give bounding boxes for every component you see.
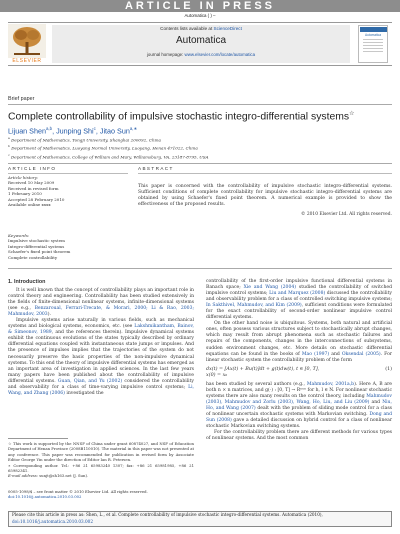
equation-number: (1) xyxy=(385,366,392,372)
title-footnote-mark: ☆ xyxy=(349,111,355,117)
cover-word: Automatica xyxy=(365,33,381,37)
homepage-prefix: journal homepage: xyxy=(146,52,185,57)
history-line: Received in revised form xyxy=(8,185,59,191)
author-affil-mark: c xyxy=(93,126,96,131)
body-column-left xyxy=(8,288,194,397)
citation-text xyxy=(12,512,388,525)
citation-link[interactable]: Li, Wang, and Zhang (2006) xyxy=(8,384,194,396)
contents-line xyxy=(52,25,350,32)
publisher-logo-text: ELSEVIER xyxy=(12,58,42,64)
text-run: , sufficient conditions were formulated for the exact controllability of second-order nonlinear impulsive control differential systems. xyxy=(206,303,392,321)
divider xyxy=(138,173,392,174)
affiliation-mark: b xyxy=(8,144,10,149)
paper-title xyxy=(8,108,392,123)
email-label: E-mail address: xyxy=(8,473,38,479)
cover-line xyxy=(363,51,383,52)
keyword: Integro-differential systems xyxy=(8,243,65,249)
text-run: and xyxy=(329,351,342,357)
article-info-heading: ARTICLE INFO xyxy=(8,166,57,171)
paragraph xyxy=(206,321,392,363)
history-line: Received 10 May 2009 xyxy=(8,180,55,186)
citation-link[interactable]: Xie and Wang (2004) xyxy=(243,285,297,291)
keyword: Complete controllability xyxy=(8,254,58,260)
cover-line xyxy=(363,42,383,43)
keywords xyxy=(8,233,128,260)
paper-title-text: Complete controllability of impulsive stochastic integro-differential systems xyxy=(8,111,350,123)
article-history xyxy=(8,175,128,207)
divider xyxy=(8,104,392,105)
affiliation-mark: c xyxy=(8,152,10,157)
footnotes xyxy=(8,441,194,479)
paragraph xyxy=(8,318,194,397)
citation-link[interactable]: Oksendal (2005) xyxy=(341,351,381,357)
equation-body xyxy=(206,367,319,379)
affiliation xyxy=(8,135,392,143)
text-run: . For linear stochastic system the controllability problem of the form xyxy=(206,351,392,363)
issn-line: 0005-1098/$ – see front matter © 2010 Elsevier Ltd. All rights reserved. xyxy=(8,489,148,494)
text-run: considered the controllability and observability for a class of time-varying impulsive control systems; xyxy=(8,378,194,390)
affiliation xyxy=(8,152,392,160)
text-run: It is well known that the concept of controllability plays an important role in control theory and engineering. Controllability has been studied extensively in the fields of finite-dimensional nonlinear systems, infinite-dimensional systems (see e.g., xyxy=(8,288,194,312)
text-run: ). Here A, B are both n × n matrices, and g(·) : [0, T] → Rⁿˣⁿ for h, l ∈ N. For nonlinear stochastic systems there are also many results on the control theory, including xyxy=(206,381,392,399)
history-line: 1 February 2010 xyxy=(8,191,42,197)
journal-cover-thumbnail xyxy=(358,25,388,63)
copyright: © 2010 Elsevier Ltd. All rights reserved. xyxy=(301,212,392,217)
abstract-text: This paper is concerned with the controllability of impulsive stochastic integro-differential systems. Sufficient conditions of complete controllability for impulsive stochastic integro-differential systems are obtained by using Schaefer's fixed point theorem. A numerical example is provided to show the effectiveness of the proposed results. xyxy=(138,184,392,207)
text-run: and xyxy=(369,399,383,405)
citation-doi-link[interactable]: doi:10.1016/j.automatica.2010.03.002 xyxy=(12,518,94,524)
divider xyxy=(8,173,128,174)
cover-band xyxy=(360,27,387,32)
equation xyxy=(206,367,392,379)
affiliation xyxy=(8,143,392,151)
keyword: Schaefer's fixed point theorem xyxy=(8,249,71,255)
article-identifiers xyxy=(8,489,194,500)
section-heading: 1. Introduction xyxy=(8,279,46,285)
affiliation-text: Department of Mathematics, Luoyang Normal University, Luoyang, Henan 471022, China xyxy=(11,145,198,151)
cover-line xyxy=(363,45,383,46)
journal-reference: Automatica ( ) – xyxy=(184,13,216,18)
author-name[interactable]: Jitao Sun xyxy=(99,126,130,136)
affiliation-text: Department of Mathematics, Tongji University, Shanghai 200092, China xyxy=(11,137,161,143)
footnote-rule xyxy=(8,438,68,439)
article-in-press-text: ARTICLE IN PRESS xyxy=(124,0,276,12)
text-run: investigated the xyxy=(64,390,104,396)
divider xyxy=(8,268,392,269)
citation-link[interactable]: Liu and Marquez (2008) xyxy=(269,291,326,297)
affiliation-mark: a xyxy=(8,136,10,140)
text-run: studied the controllability of switched impulsive control systems; xyxy=(206,285,392,297)
citation-link[interactable]: Mao (1997) xyxy=(301,351,330,357)
citation-prefix: Please cite this article in press as: Shen, L., et al. Complete controllability of impulsive stochastic integro-differential systems. Automatica (2010), xyxy=(12,512,323,517)
article-type: Brief paper xyxy=(8,96,35,102)
text-run: has been studied by several authors (e.g., xyxy=(206,381,307,387)
journal-title: Automatica xyxy=(175,35,227,46)
citation-link[interactable]: In Sakthivel, Mahmudov, and Kim (2009) xyxy=(206,303,302,309)
email-address[interactable]: sunjt@sh163.net (J. Sun). xyxy=(39,473,89,479)
paragraph xyxy=(206,279,392,321)
history-line: Accepted 28 February 2010 xyxy=(8,196,65,202)
citation-link[interactable]: Mahmudov (2003), Mahmudov and Zorlu (2003), Wang, Ho, Liu, and Liu (2009) xyxy=(206,393,392,405)
text-run: ). xyxy=(47,312,51,318)
text-run: On the other hand noise is ubiquitous. Systems, both natural and artificial ones, often possess various structures subject to stochastically abrupt changes, which may result from abrupt phenomena such as stochastic failures and repairs of the components, changes in the interconnections of subsystems, sudden environment changes, etc. More details on stochastic differential equations can be found in the books of xyxy=(206,321,392,357)
text-run: , and the references therein). Impulsive dynamical systems exhibit the continuous evolutions of the states typically described by ordinary differential equations coupled with instantaneous state jumps or impulses. And the presence of impulses implies that the trajectories of the system do not necessarily preserve the basic properties of the non-impulsive dynamical systems. To this end the theory of impulsive differential systems has emerged as an important area of investigation in applied sciences. In the last few years many papers have been published about the controllability of impulsive differential systems. xyxy=(8,330,195,384)
text-run: Impulsive systems arise naturally in various fields, such as mechanical systems and biological systems, economics, etc. (see xyxy=(8,318,194,330)
abstract-heading: ABSTRACT xyxy=(138,166,174,171)
cover-line xyxy=(363,48,383,49)
paragraph xyxy=(206,430,392,442)
affiliation-text: Department of Mathematics, College of William and Mary, Williamsburg, VA, 23187-8795, USA xyxy=(11,154,209,160)
author-affil-mark: a,b xyxy=(45,126,53,131)
citation-link[interactable]: Guan, Qian, and Yu (2002) xyxy=(57,378,123,384)
text-run: For the controllability problem there are different methods for various types of nonlinear systems. And the most common xyxy=(206,430,392,442)
paragraph xyxy=(8,288,194,318)
author-list: Lijuan Shen$^{a,b}$, Junping Shi$^c$, Jitao Sun$^{a,∗}$ xyxy=(8,126,138,136)
doi-link[interactable]: doi:10.1016/j.automatica.2010.03.002 xyxy=(8,494,82,500)
email-line xyxy=(8,473,194,478)
author-name[interactable]: Junping Shi xyxy=(56,126,94,136)
citation-link[interactable]: Dong and Sun (2008) xyxy=(206,411,393,424)
text-run: controllability of the first-order impulsive functional differential systems in Banach space; xyxy=(206,279,392,291)
homepage-link[interactable]: www.elsevier.com/locate/automatica xyxy=(184,52,256,57)
keywords-label: Keywords: xyxy=(8,233,30,238)
text-run: discussed the controllability and observability problem for a class of controlled switching impulsive systems; xyxy=(206,291,393,303)
author-name[interactable]: Lijuan Shen xyxy=(8,126,46,136)
divider xyxy=(8,163,392,164)
affiliations xyxy=(8,135,392,160)
cover-line xyxy=(363,39,383,40)
citation-link[interactable]: Benzaroual, Ferrari-Trecate, & Morari, 2000; Li & Rao, 2003; Mahmudov, 2003 xyxy=(8,306,194,318)
equation-line: dx(t) = [Ax(t) + Bu(t)]dt + g(t)dw(t), t ∈ [0, T], xyxy=(206,366,320,372)
paragraph xyxy=(206,382,392,430)
citation-link[interactable]: Lakshmikantham, Bainov, & Simeonov, 1989 xyxy=(8,324,194,336)
citation-link[interactable]: Niu, Ho, and Wang (2007) xyxy=(206,399,392,411)
history-line: Available online xxxx xyxy=(8,202,51,208)
sciencedirect-link[interactable]: ScienceDirect xyxy=(213,26,242,31)
text-run: gave a detailed discussion on hybrid control for a class of nonlinear stochastic Markovian switching systems. xyxy=(206,418,393,430)
elsevier-tree-icon xyxy=(8,24,46,58)
history-label: Article history: xyxy=(8,175,39,180)
body-column-right xyxy=(206,279,392,442)
citation-link[interactable]: Mahmudov, 2001a,b xyxy=(306,381,355,387)
keyword: Impulsive stochastic system xyxy=(8,238,65,244)
equation-line: x(0) = x₀ xyxy=(206,372,228,378)
author-affil-mark: a,∗ xyxy=(129,126,138,131)
footnote: ☆ This work is supported by the NNSF of China under grant 60874027, and NSF of Education Department of Henan Province (2008B110010). The material in this paper was not presented at any conference. This paper was recommended for publication in revised form by Associate Editor George Yin under the direction of Editor Ian R. Petersen. xyxy=(8,441,194,463)
footnote: ∗ Corresponding author. Tel.: +86 21 65983240 1307; fax: +86 21 65981985, +86 21 65982341. xyxy=(8,462,194,474)
homepage-line xyxy=(52,51,350,58)
contents-prefix: Contents lists available at xyxy=(160,26,214,31)
text-run: dealt with the problem of sliding mode control for a class of nonlinear uncertain stochastic systems with Markovian switching. xyxy=(206,405,392,417)
